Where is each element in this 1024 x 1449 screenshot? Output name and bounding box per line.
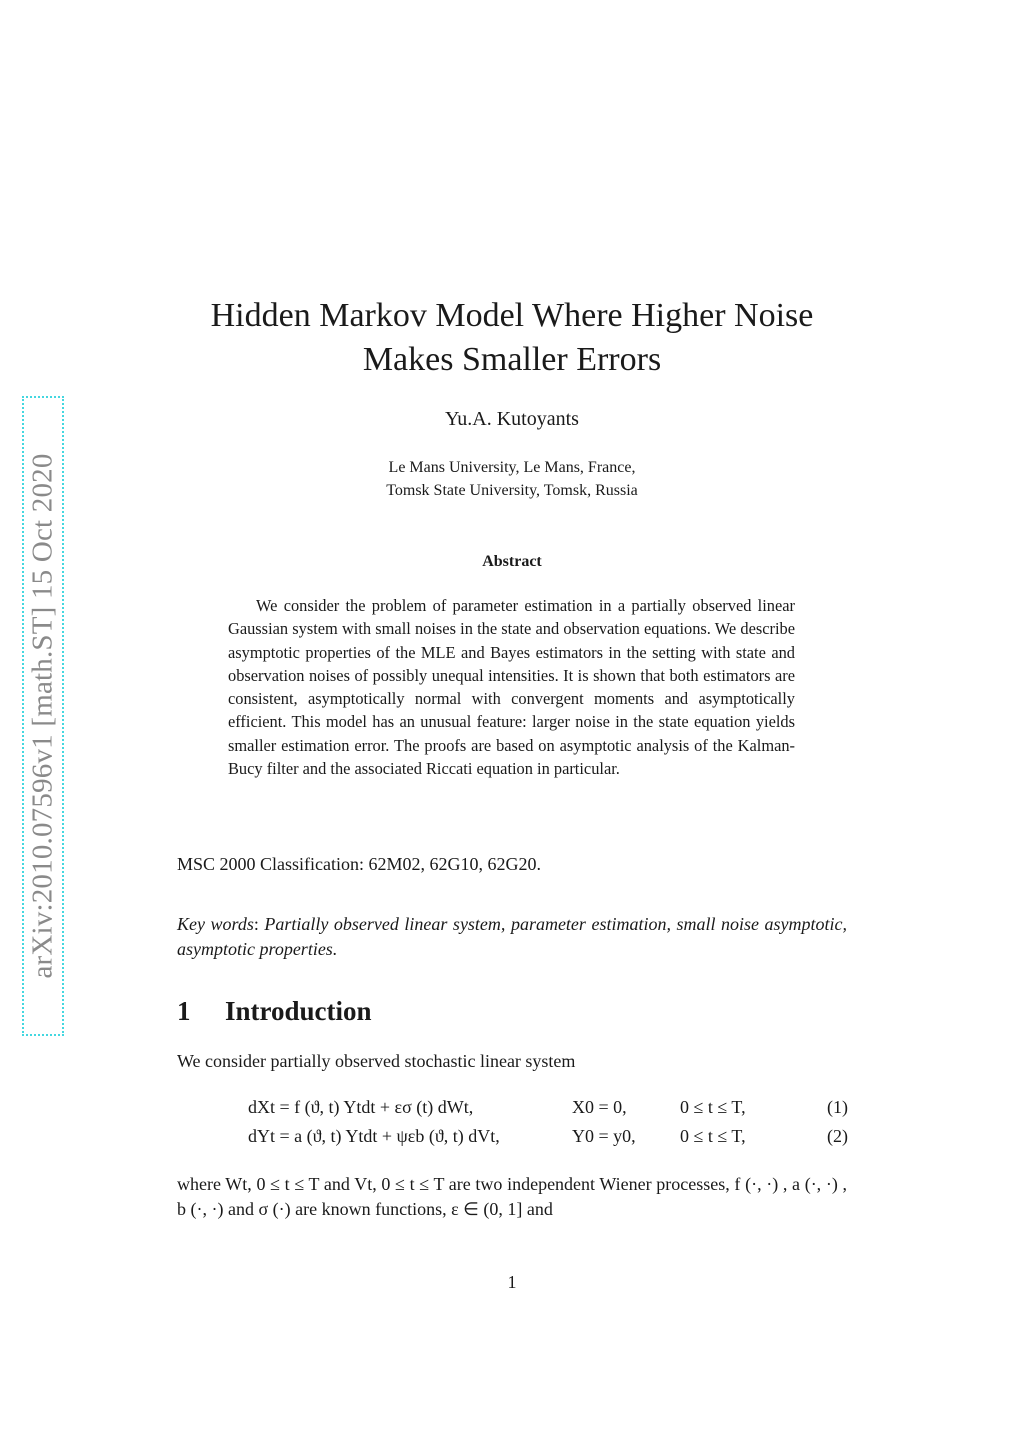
continuation-paragraph: where Wt, 0 ≤ t ≤ T and Vt, 0 ≤ t ≤ T are two independent Wiener processes, f (·, ·) , a (·, ·) , b (·, ·) and σ (·) are known functions, ε ∈ (0, 1] and — [177, 1174, 847, 1219]
equation-range: 0 ≤ t ≤ T, — [680, 1126, 746, 1146]
affiliation-line: Tomsk State University, Tomsk, Russia — [386, 482, 638, 499]
affiliation-line: Le Mans University, Le Mans, France, — [388, 459, 636, 476]
author-name: Yu.A. Kutoyants — [445, 408, 579, 430]
equation-body: dYt = a (ϑ, t) Ytdt + ψεb (ϑ, t) dVt, — [248, 1126, 500, 1146]
keywords — [177, 912, 847, 962]
msc-classification: MSC 2000 Classification: 62M02, 62G10, 62G20. — [177, 854, 542, 874]
abstract-text: We consider the problem of parameter estimation in a partially observed linear Gaussian system with small noises in the state and observation equations. We describe asymptotic properties of the MLE and Bayes estimators in the setting with state and observation noises of possibly unequal intensities. It is shown that both estimators are consistent, asymptotically normal with convergent moments and asymptotically efficient. This model has an unusual feature: larger noise in the state equation yields smaller estimation error. The proofs are based on asymptotic analysis of the Kalman-Bucy filter and the associated Riccati equation in particular. — [228, 596, 795, 779]
equation-number: (1) — [827, 1097, 848, 1117]
abstract-heading: Abstract — [482, 553, 542, 570]
equation-initial-condition: X0 = 0, — [572, 1097, 627, 1117]
section-title: Introduction — [225, 996, 372, 1026]
title-line: Makes Smaller Errors — [362, 341, 662, 378]
equation-body: dXt = f (ϑ, t) Ytdt + εσ (t) dWt, — [248, 1097, 474, 1117]
affiliation — [0, 456, 1024, 502]
keywords-colon: : — [253, 914, 259, 934]
section-heading — [177, 996, 372, 1027]
keywords-label: Key words — [177, 914, 254, 934]
paper-title — [160, 294, 864, 382]
equation-number: (2) — [827, 1126, 848, 1146]
section-number: 1 — [177, 996, 191, 1026]
keywords-text: Partially observed linear system, parameter estimation, small noise asymptotic, asymptotic properties. — [177, 914, 847, 959]
equation-1 — [248, 1097, 848, 1123]
arxiv-stamp[interactable]: arXiv:2010.07596v1 [math.ST] 15 Oct 2020 — [26, 453, 59, 979]
equation-range: 0 ≤ t ≤ T, — [680, 1097, 746, 1117]
equation-initial-condition: Y0 = y0, — [572, 1126, 636, 1146]
page-number: 1 — [507, 1272, 517, 1292]
equation-2 — [248, 1126, 848, 1152]
intro-paragraph: We consider partially observed stochastic linear system — [177, 1051, 576, 1071]
title-line: Hidden Markov Model Where Higher Noise — [210, 297, 814, 334]
